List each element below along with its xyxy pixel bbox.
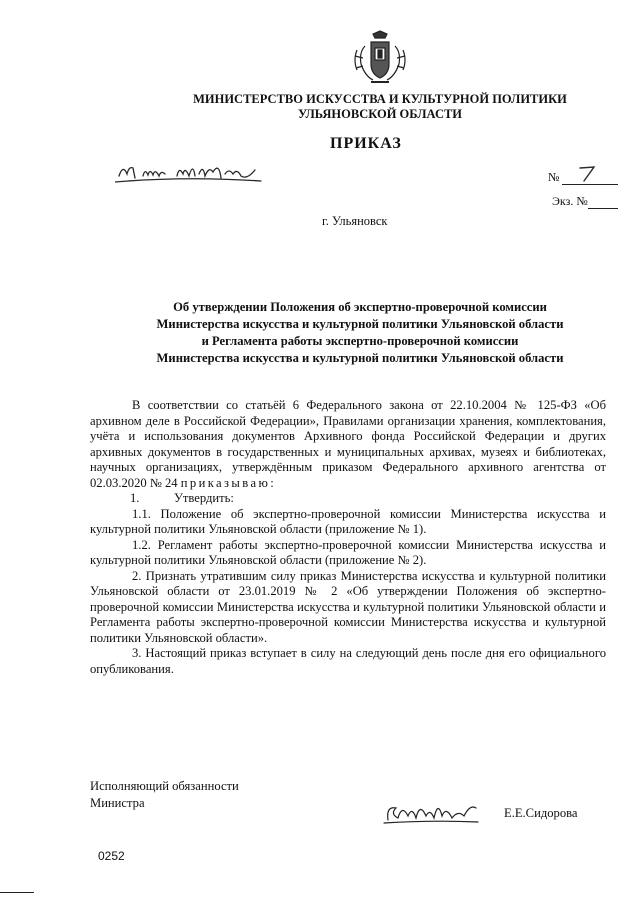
number-label: № xyxy=(548,170,560,184)
handwritten-number xyxy=(576,164,600,182)
item-2: 2. Признать утратившим силу приказ Министерства искусства и культурной политики Ульяновской области от 23.01.2019 № 2 «Об утверждении Положения об экспертно-проверочной комиссии Министерства искусства и культурной политики Ульяновской области и Регламента работы экспертно-проверочной комиссии Министерства искусства и культурной политики Ульяновской области». xyxy=(90,568,606,645)
document-code: 0252 xyxy=(98,849,125,863)
order-body xyxy=(90,398,606,677)
item-1-number: 1. xyxy=(130,491,140,505)
item-1-1: 1.1. Положение об экспертно-проверочной комиссии Министерства искусства и культурной политики Ульяновской области (приложение № 1). xyxy=(90,506,606,536)
copy-label: Экз. № xyxy=(552,194,588,208)
preamble-text: В соответствии со статьёй 6 Федерального закона от 22.10.2004 № 125-ФЗ «Об архивном деле в Российской Федерации», Правилами организации хранения, комплектования, учёта и использования документов Архивного фонда Российской Федерации и других архивных документов в государственных и муниципальных архивах, музеях и библиотеках, научных организациях, утверждённым приказом Федерального архивного агентства от 02.03.2020 № 24 xyxy=(90,398,606,490)
preamble-paragraph xyxy=(90,398,606,491)
copy-number-field xyxy=(552,194,618,209)
margin-mark xyxy=(0,892,34,893)
ministry-line-2: УЛЬЯНОВСКОЙ ОБЛАСТИ xyxy=(297,107,463,121)
handwritten-date xyxy=(115,156,265,186)
order-number-field xyxy=(548,170,618,185)
order-verb: приказываю: xyxy=(180,475,277,490)
item-1-2: 1.2. Регламент работы экспертно-проверочной комиссии Министерства искусства и культурной политики Ульяновской области (приложение № 2). xyxy=(90,537,606,567)
subject-line: Об утверждении Положения об экспертно-проверочной комиссии xyxy=(173,300,547,314)
subject-line: Министерства искусства и культурной политики Ульяновской области xyxy=(156,317,564,331)
number-blank xyxy=(562,172,618,185)
signatory-name: Е.Е.Сидорова xyxy=(504,806,578,820)
subject-line: Министерства искусства и культурной политики Ульяновской области xyxy=(156,351,564,365)
item-3: 3. Настоящий приказ вступает в силу на следующий день после дня его официального опубликования. xyxy=(90,646,606,676)
position-line-2: Министра xyxy=(90,796,145,810)
item-1-text: Утвердить: xyxy=(174,491,234,505)
handwritten-signature xyxy=(382,798,482,826)
document-type-title: ПРИКАЗ xyxy=(330,135,402,152)
copy-blank xyxy=(588,196,618,209)
subject-line: и Регламента работы экспертно-проверочной комиссии xyxy=(201,334,519,348)
order-subject xyxy=(90,299,630,367)
ministry-line-1: МИНИСТЕРСТВО ИСКУССТВА И КУЛЬТУРНОЙ ПОЛИТИКИ xyxy=(193,92,567,106)
position-line-1: Исполняющий обязанности xyxy=(90,779,239,793)
ministry-name xyxy=(90,92,640,122)
city-name: г. Ульяновск xyxy=(322,214,388,228)
coat-of-arms-emblem xyxy=(351,30,409,88)
item-1 xyxy=(90,491,606,507)
signatory-position xyxy=(90,778,239,812)
